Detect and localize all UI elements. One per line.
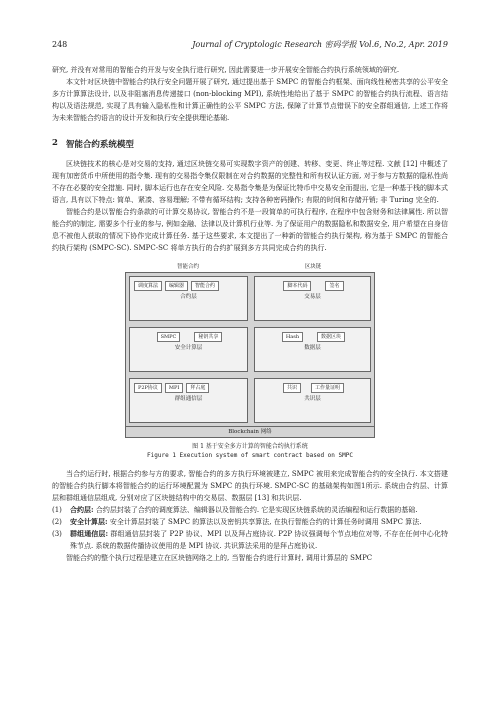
section-heading <box>52 138 448 150</box>
figure-1 <box>125 262 375 460</box>
consensus-layer-box <box>254 378 371 423</box>
section-title: 智能合约系统模型 <box>65 140 134 150</box>
group-item: 拜占庭 <box>186 383 209 393</box>
list-term: 群组通信层: <box>70 529 109 538</box>
list-number: (2) <box>52 518 62 526</box>
page-number: 248 <box>52 40 68 49</box>
list-item-2 <box>52 516 448 528</box>
contract-item: 调度算法 <box>134 281 162 291</box>
security-item: SMPC <box>157 332 181 342</box>
list-item-3 <box>52 528 448 552</box>
figure-column-titles <box>125 262 375 272</box>
list-item-1 <box>52 504 448 516</box>
figure-caption-en: Figure 1 Execution system of smart contract based on SMPC <box>147 452 353 459</box>
group-item: MPI <box>165 383 183 393</box>
list-number: (1) <box>52 506 62 514</box>
after-paragraph-1: 当合约运行时, 根据合约参与方的要求, 智能合约的多方执行环境被建立, SMPC 被用来完成智能合约的安全执行. 本文搭建的智能合约执行脚本将智能合约的运行环境配置为 SMPC 的执行环境. SMPC-SC 的基础架构如图1所示. 系统由合约层、计算层和群组通信层组成, 分别对应了区块链结构中的交易层、数据层 [13] 和共识层. <box>52 470 448 502</box>
running-header <box>52 40 448 50</box>
list-number: (3) <box>52 530 62 538</box>
transaction-layer-label: 交易层 <box>304 294 321 300</box>
data-layer-box <box>254 327 371 372</box>
figure-diagram <box>125 272 375 438</box>
figure-right-title: 区块链 <box>304 264 322 270</box>
data-item: 数据区块 <box>317 332 345 342</box>
list-text: 群组通信层封装了 P2P 协议、MPI 以及拜占庭协议. P2P 协议强调每个节点地位对等, 不存在任何中心化特殊节点. 系统的数据传播协议使用的是 MPI 协议. 共识算法采用的是拜占庭协议. <box>70 530 448 550</box>
figure-row-3 <box>126 375 374 426</box>
list-text: 安全计算层封装了 SMPC 的算法以及密钥共享算法, 在执行智能合约的计算任务时调用 SMPC 算法. <box>107 518 422 526</box>
transaction-layer-box <box>254 276 371 321</box>
group-item: P2P协议 <box>134 383 162 393</box>
data-layer-label: 数据层 <box>304 345 321 351</box>
contract-layer-box <box>129 276 248 321</box>
section-number: 2 <box>52 138 58 148</box>
figure-row-2 <box>126 324 374 375</box>
intro-paragraph-2: 本文针对区块链中智能合约执行安全问题开展了研究, 通过提出基于 SMPC 的智能合约框架、面向线性秘密共享的公平安全多方计算算法设计, 以及非阻塞消息传递接口 (non-blocking MPI), 系统性地给出了基于 SMPC 的智能合约执行流程、语言结构以及语法规范, 实现了具有输入隐私性和计算正确性的公平 SMPC 方法, 保障了计算节点错误下的安全群组通信, 上述工作将为未来智能合约语言的设计开发和执行安全提供理论基础. <box>52 78 448 122</box>
group-layer-box <box>129 378 248 423</box>
body-paragraph-2: 智能合约是以智能合约条款的可计算交易协议, 智能合约不是一段简单的可执行程序, 在程序中包含财务和法律属性. 所以智能合约的制定, 需要多个行业的参与, 例如金融、法律以及计算机行业等. 为了保证用户的数据隐私和数据安全, 用户希望在自身信息不被他人获取的情况下协作完成计算任务. 基于这些要求, 本文提出了一种新的智能合约执行架构, 称为基于 SMPC 的智能合约执行架构 (SMPC-SC). SMPC-SC 将单方执行的合约扩展到多方共同完成合约的执行. <box>52 208 448 252</box>
list-term: 合约层: <box>70 505 94 514</box>
group-layer-label: 群组通信层 <box>174 396 203 402</box>
consensus-layer-label: 共识层 <box>304 396 321 402</box>
transaction-item: 签名 <box>325 281 343 291</box>
consensus-item: 共识 <box>283 383 301 393</box>
security-layer-label: 安全计算层 <box>174 345 203 351</box>
figure-row-1 <box>126 273 374 324</box>
security-layer-box <box>129 327 248 372</box>
contract-item: 编辑器 <box>165 281 188 291</box>
transaction-item: 脚本代码 <box>283 281 311 291</box>
contract-item: 智能合约 <box>191 281 219 291</box>
contract-layer-label: 合约层 <box>180 294 197 300</box>
security-item: 秘钥共享 <box>194 332 222 342</box>
consensus-item: 工作量证明 <box>311 383 344 393</box>
body-paragraph-1: 区块链技术的核心是对交易的支持, 通过区块链交易可实现数字资产的创建、转移、变更、终止等过程. 文献 [12] 中概述了现有加密货币中所使用的指令集. 现有的交易指令集仅限制在对合约数据的完整性和所有权认证方面, 对于参与方数据的隐私性尚不存在必要的安全措施. 同时, 脚本运行也存在安全风险. 交易指令集是为保证比特币中交易安全而提出, 它是一种基于栈的脚本式语言, 具有以下特点: 简单、紧凑、容易理解; 不带有循环结构; 支持各种密码操作; 有限的时间和存储开销; 非 Turing 完全的. <box>52 160 448 204</box>
figure-caption-cn: 图 1 基于安全多方计算的智能合约执行系统 <box>192 443 308 450</box>
intro-paragraph-1: 研究, 并没有对常用的智能合约开发与安全执行进行研究, 因此需要进一步开展安全智能合约执行系统领域的研究. <box>52 66 400 74</box>
list-term: 安全计算层: <box>70 517 108 526</box>
paper-page <box>52 40 448 564</box>
after-paragraph-2: 智能合约的整个执行过程是建立在区块链网络之上的, 当智能合约进行计算时, 调用计算层的 SMPC <box>66 554 373 562</box>
data-item: Hash <box>282 332 303 342</box>
list-text: 合约层封装了合约的调度算法、编辑器以及智能合约. 它是实现区块链系统的灵活编程和运行数据的基础. <box>93 506 418 514</box>
figure-left-title: 智能合约 <box>176 264 199 270</box>
journal-name: Journal of Cryptologic Research 密码学报 Vol.6, No.2, Apr. 2019 <box>192 40 448 49</box>
blockchain-network-bar: Blockchain 网络 <box>126 426 374 437</box>
